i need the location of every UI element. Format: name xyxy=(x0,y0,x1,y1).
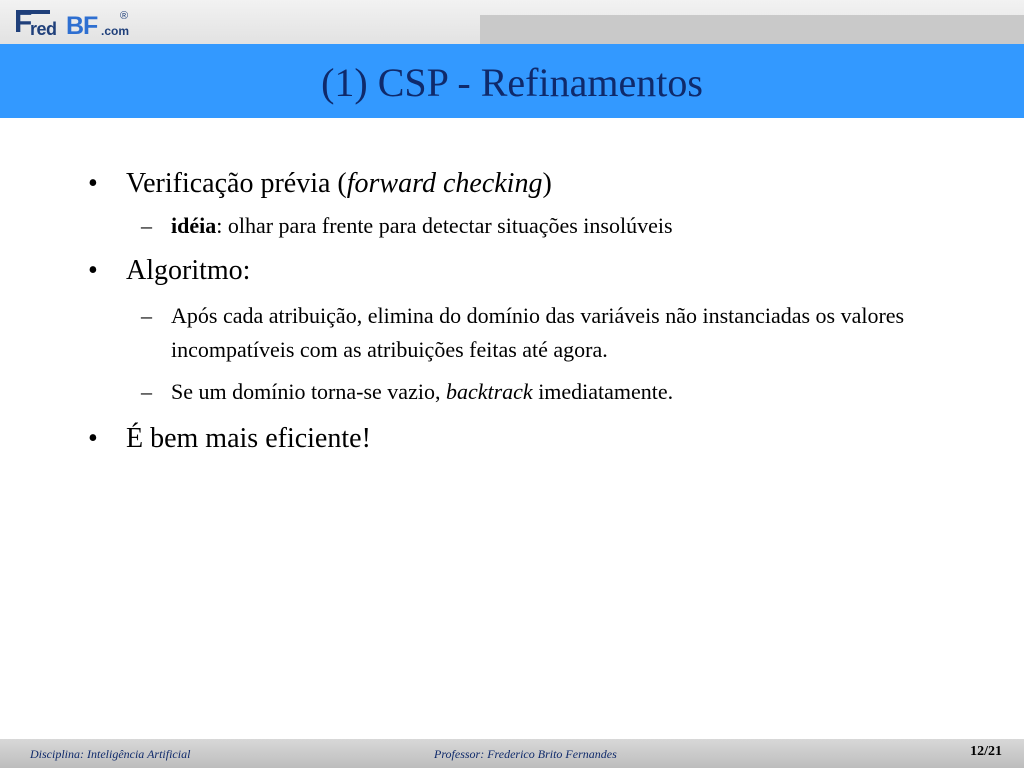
sub-bullet-text: Após cada atribuição, elimina do domínio das variáveis não instanciadas os valores incompatíveis com as atribuições feitas até agora. xyxy=(171,303,905,362)
bullet-eficiente xyxy=(88,423,968,455)
page-number: 12/21 xyxy=(970,744,1002,759)
sub-bullet-italic: backtrack xyxy=(445,379,533,404)
bullet-text: Verificação prévia ( xyxy=(126,168,347,199)
bullet-icon: • xyxy=(88,255,98,286)
bullet-text: É bem mais eficiente! xyxy=(126,423,371,454)
footer-course: Disciplina: Inteligência Artificial xyxy=(30,747,191,761)
footer-bar xyxy=(0,739,1024,768)
header-gray-band xyxy=(480,15,1024,44)
logo-bf: BF xyxy=(66,12,98,40)
bullet-forward-checking xyxy=(88,168,968,200)
slide-content xyxy=(88,168,968,455)
bullet-close: ) xyxy=(542,168,552,199)
dash-icon: – xyxy=(141,213,152,238)
bullet-italic: forward checking xyxy=(346,168,543,199)
dash-icon: – xyxy=(141,379,152,404)
sub-bullet-text: Se um domínio torna-se vazio, xyxy=(171,379,446,404)
sub-bullet-apos xyxy=(88,299,968,367)
footer-professor: Professor: Frederico Brito Fernandes xyxy=(434,747,617,761)
bullet-icon: • xyxy=(88,168,98,199)
sub-bullet-text-end: imediatamente. xyxy=(532,379,674,404)
logo-f: F xyxy=(14,6,32,39)
sub-bullet-text: : olhar para frente para detectar situações insolúveis xyxy=(216,213,673,238)
sub-bullet-backtrack xyxy=(88,375,968,409)
bullet-text: Algoritmo: xyxy=(126,255,251,286)
sub-bullet-ideia xyxy=(88,209,968,243)
dash-icon: – xyxy=(141,303,152,328)
logo-red: red xyxy=(30,19,57,39)
logo-com: .com xyxy=(101,24,130,38)
sub-bullet-bold: idéia xyxy=(171,213,217,238)
bullet-icon: • xyxy=(88,423,98,454)
top-header-bar xyxy=(0,0,1024,44)
slide-title: (1) CSP - Refinamentos xyxy=(321,60,703,105)
logo-registered-icon: ® xyxy=(120,10,129,22)
bullet-algoritmo xyxy=(88,255,968,287)
